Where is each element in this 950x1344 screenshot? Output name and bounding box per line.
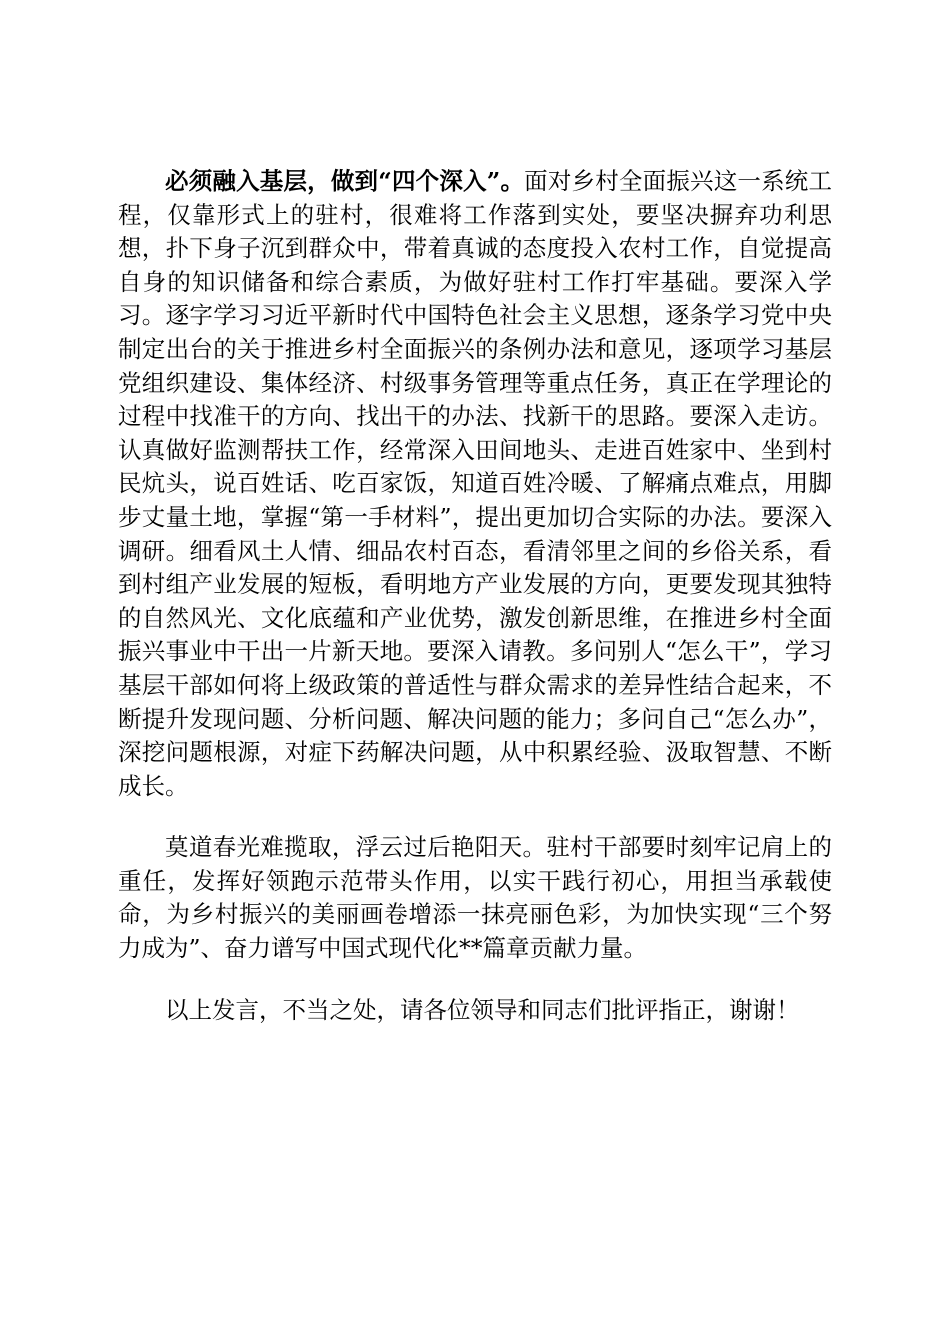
paragraph-four-deep [118,165,832,803]
paragraph-body-text: 以上发言，不当之处，请各位领导和同志们批评指正，谢谢！ [165,995,800,1024]
paragraph-closing-thanks [118,994,832,1028]
paragraph-conclusion [118,831,832,965]
paragraph-lead-heading: 必须融入基层，做到“四个深入”。 [165,167,525,195]
document-page [118,165,832,1055]
paragraph-body-text: 面对乡村全面振兴这一系统工程，仅靠形式上的驻村，很难将工作落到实处，要坚决摒弃功利思想，扑下身子沉到群众中，带着真诚的态度投入农村工作，自觉提高自身的知识储备和综合素质，为做好驻村工作打牢基础。要深入学习。逐字学习习近平新时代中国特色社会主义思想，逐条学习党中央制定出台的关于推进乡村全面振兴的条例办法和意见，逐项学习基层党组织建设、集体经济、村级事务管理等重点任务，真正在学理论的过程中找准干的方向、找出干的办法、找新干的思路。要深入走访。认真做好监测帮扶工作，经常深入田间地头、走进百姓家中、坐到村民炕头，说百姓话、吃百家饭，知道百姓冷暖、了解痛点难点，用脚步丈量土地，掌握“第一手材料”，提出更加切合实际的办法。要深入调研。细看风土人情、细品农村百态，看清邻里之间的乡俗关系，看到村组产业发展的短板，看明地方产业发展的方向，更要发现其独特的自然风光、文化底蕴和产业优势，激发创新思维，在推进乡村全面振兴事业中干出一片新天地。要深入请教。多问别人“怎么干”，学习基层干部如何将上级政策的普适性与群众需求的差异性结合起来，不断提升发现问题、分析问题、解决问题的能力；多问自己“怎么办”，深挖问题根源，对症下药解决问题，从中积累经验、汲取智慧、不断成长。 [118,167,832,800]
paragraph-body-text: 莫道春光难揽取，浮云过后艳阳天。驻村干部要时刻牢记肩上的重任，发挥好领跑示范带头作用，以实干践行初心，用担当承载使命，为乡村振兴的美丽画卷增添一抹亮丽色彩，为加快实现“三个努力成为”、奋力谱写中国式现代化**篇章贡献力量。 [118,833,832,963]
